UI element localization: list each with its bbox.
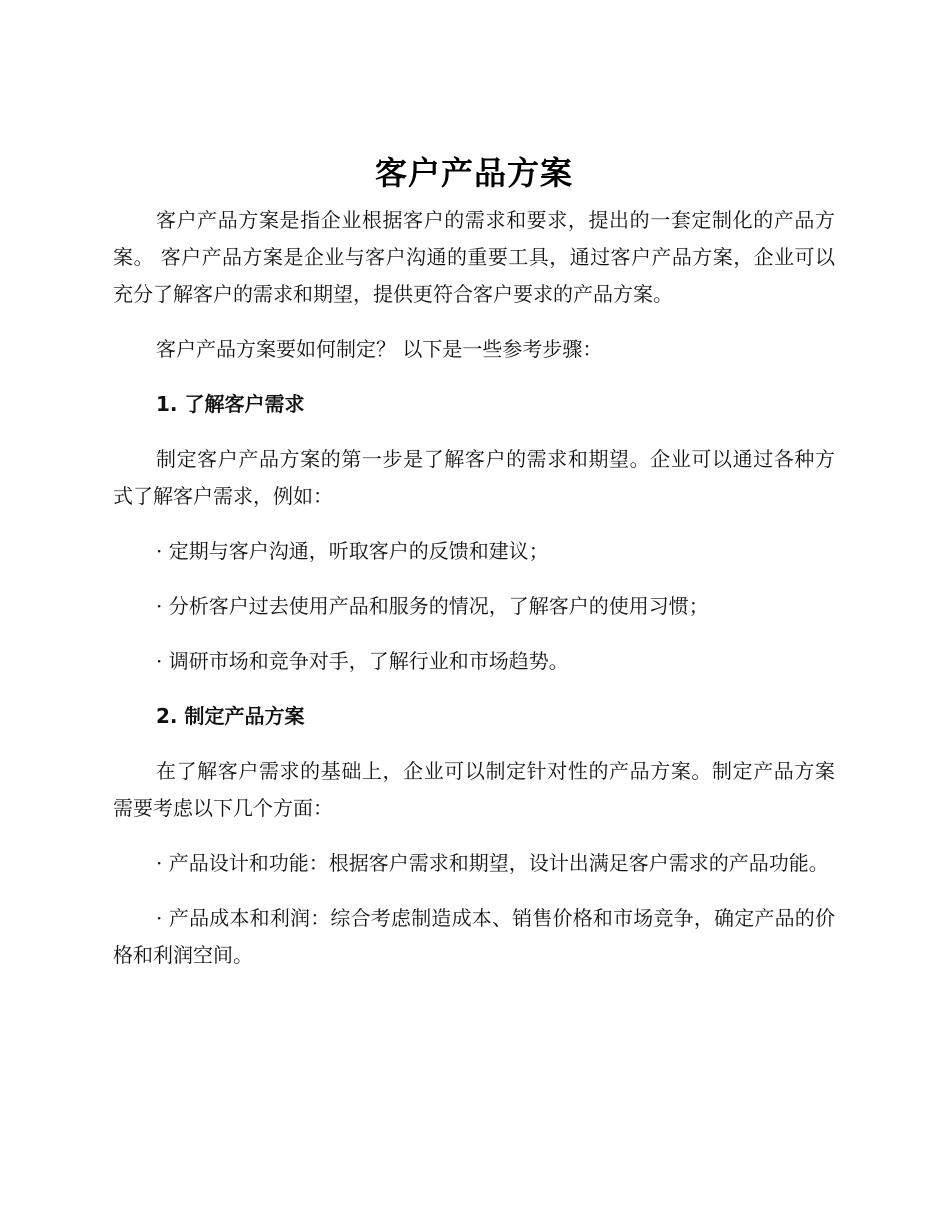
bullet-item: · 产品设计和功能：根据客户需求和期望，设计出满足客户需求的产品功能。 [156,851,829,875]
bullet-item: · 产品成本和利润：综合考虑制造成本、销售价格和市场竞争，确定产品的价格和利润空间。 [113,906,835,967]
intro-paragraph: 客户产品方案是指企业根据客户的需求和要求，提出的一套定制化的产品方案。 客户产品方案是企业与客户沟通的重要工具，通过客户产品方案，企业可以充分了解客户的需求和期望，提供更符合客户要求的产品方案。 [113,208,835,306]
section-body-understand-needs: 制定客户产品方案的第一步是了解客户的需求和期望。企业可以通过各种方式了解客户需求，例如： [113,447,835,508]
question-paragraph: 客户产品方案要如何制定？ 以下是一些参考步骤： [156,337,603,361]
bullet-item: · 定期与客户沟通，听取客户的反馈和建议； [156,539,549,563]
document-page [113,150,835,992]
bullet-item: · 调研市场和竞争对手，了解行业和市场趋势。 [156,649,569,673]
section-heading-understand-needs: 1. 了解客户需求 [156,392,305,416]
section-body-make-plan: 在了解客户需求的基础上，企业可以制定针对性的产品方案。制定产品方案需要考虑以下几个方面： [113,759,835,820]
document-title: 客户产品方案 [374,154,573,192]
bullet-item: · 分析客户过去使用产品和服务的情况，了解客户的使用习惯； [156,594,709,618]
section-heading-make-plan: 2. 制定产品方案 [156,704,305,728]
